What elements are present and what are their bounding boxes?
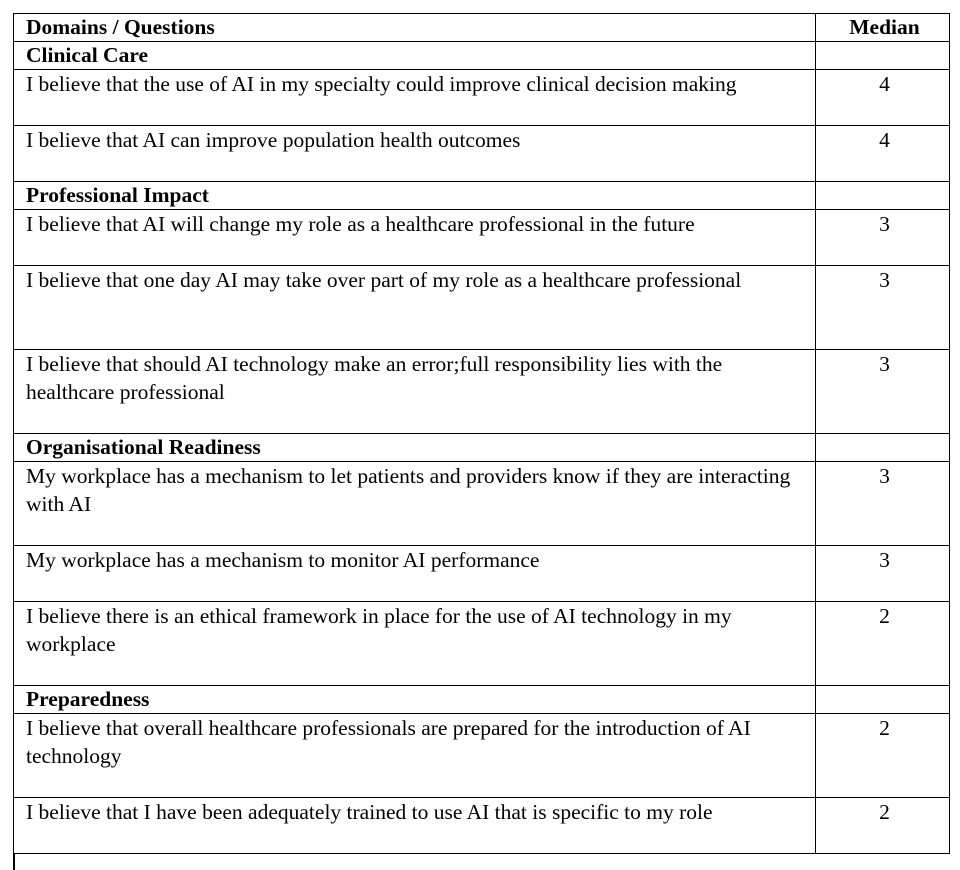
table-row: [14, 266, 950, 350]
domain-median-empty: [816, 182, 950, 210]
median-value: 3: [816, 462, 950, 546]
domain-median-empty: [816, 434, 950, 462]
question-text: My workplace has a mechanism to let patients and providers know if they are interacting with AI: [14, 462, 816, 546]
question-text: I believe that one day AI may take over part of my role as a healthcare professional: [14, 266, 816, 350]
question-text: I believe that AI can improve population health outcomes: [14, 126, 816, 182]
question-text: I believe that overall healthcare professionals are prepared for the introduction of AI technology: [14, 714, 816, 798]
table-row: [14, 210, 950, 266]
question-text: My workplace has a mechanism to monitor AI performance: [14, 546, 816, 602]
median-value: 4: [816, 70, 950, 126]
table-row: [14, 462, 950, 546]
table-row: [14, 350, 950, 434]
median-value: 2: [816, 714, 950, 798]
table-header-row: [14, 14, 950, 42]
domain-label: Preparedness: [14, 686, 816, 714]
median-value: 2: [816, 798, 950, 854]
table-bottom-tick-mark: [13, 853, 15, 870]
median-value: 3: [816, 210, 950, 266]
question-text: I believe that I have been adequately trained to use AI that is specific to my role: [14, 798, 816, 854]
domain-row-organisational-readiness: [14, 434, 950, 462]
domain-row-professional-impact: [14, 182, 950, 210]
domain-row-clinical-care: [14, 42, 950, 70]
survey-results-table: [13, 13, 950, 854]
median-value: 3: [816, 266, 950, 350]
median-value: 4: [816, 126, 950, 182]
question-text: I believe there is an ethical framework in place for the use of AI technology in my workplace: [14, 602, 816, 686]
table-row: [14, 126, 950, 182]
median-value: 3: [816, 350, 950, 434]
domain-label: Professional Impact: [14, 182, 816, 210]
table-row: [14, 602, 950, 686]
question-text: I believe that the use of AI in my specialty could improve clinical decision making: [14, 70, 816, 126]
median-value: 3: [816, 546, 950, 602]
domain-row-preparedness: [14, 686, 950, 714]
question-text: I believe that should AI technology make an error;full responsibility lies with the healthcare professional: [14, 350, 816, 434]
domain-label: Clinical Care: [14, 42, 816, 70]
header-median: Median: [816, 14, 950, 42]
header-domains-questions: Domains / Questions: [14, 14, 816, 42]
median-value: 2: [816, 602, 950, 686]
domain-median-empty: [816, 686, 950, 714]
table-row: [14, 70, 950, 126]
table-row: [14, 798, 950, 854]
table-row: [14, 714, 950, 798]
question-text: I believe that AI will change my role as a healthcare professional in the future: [14, 210, 816, 266]
table-row: [14, 546, 950, 602]
domain-label: Organisational Readiness: [14, 434, 816, 462]
domain-median-empty: [816, 42, 950, 70]
